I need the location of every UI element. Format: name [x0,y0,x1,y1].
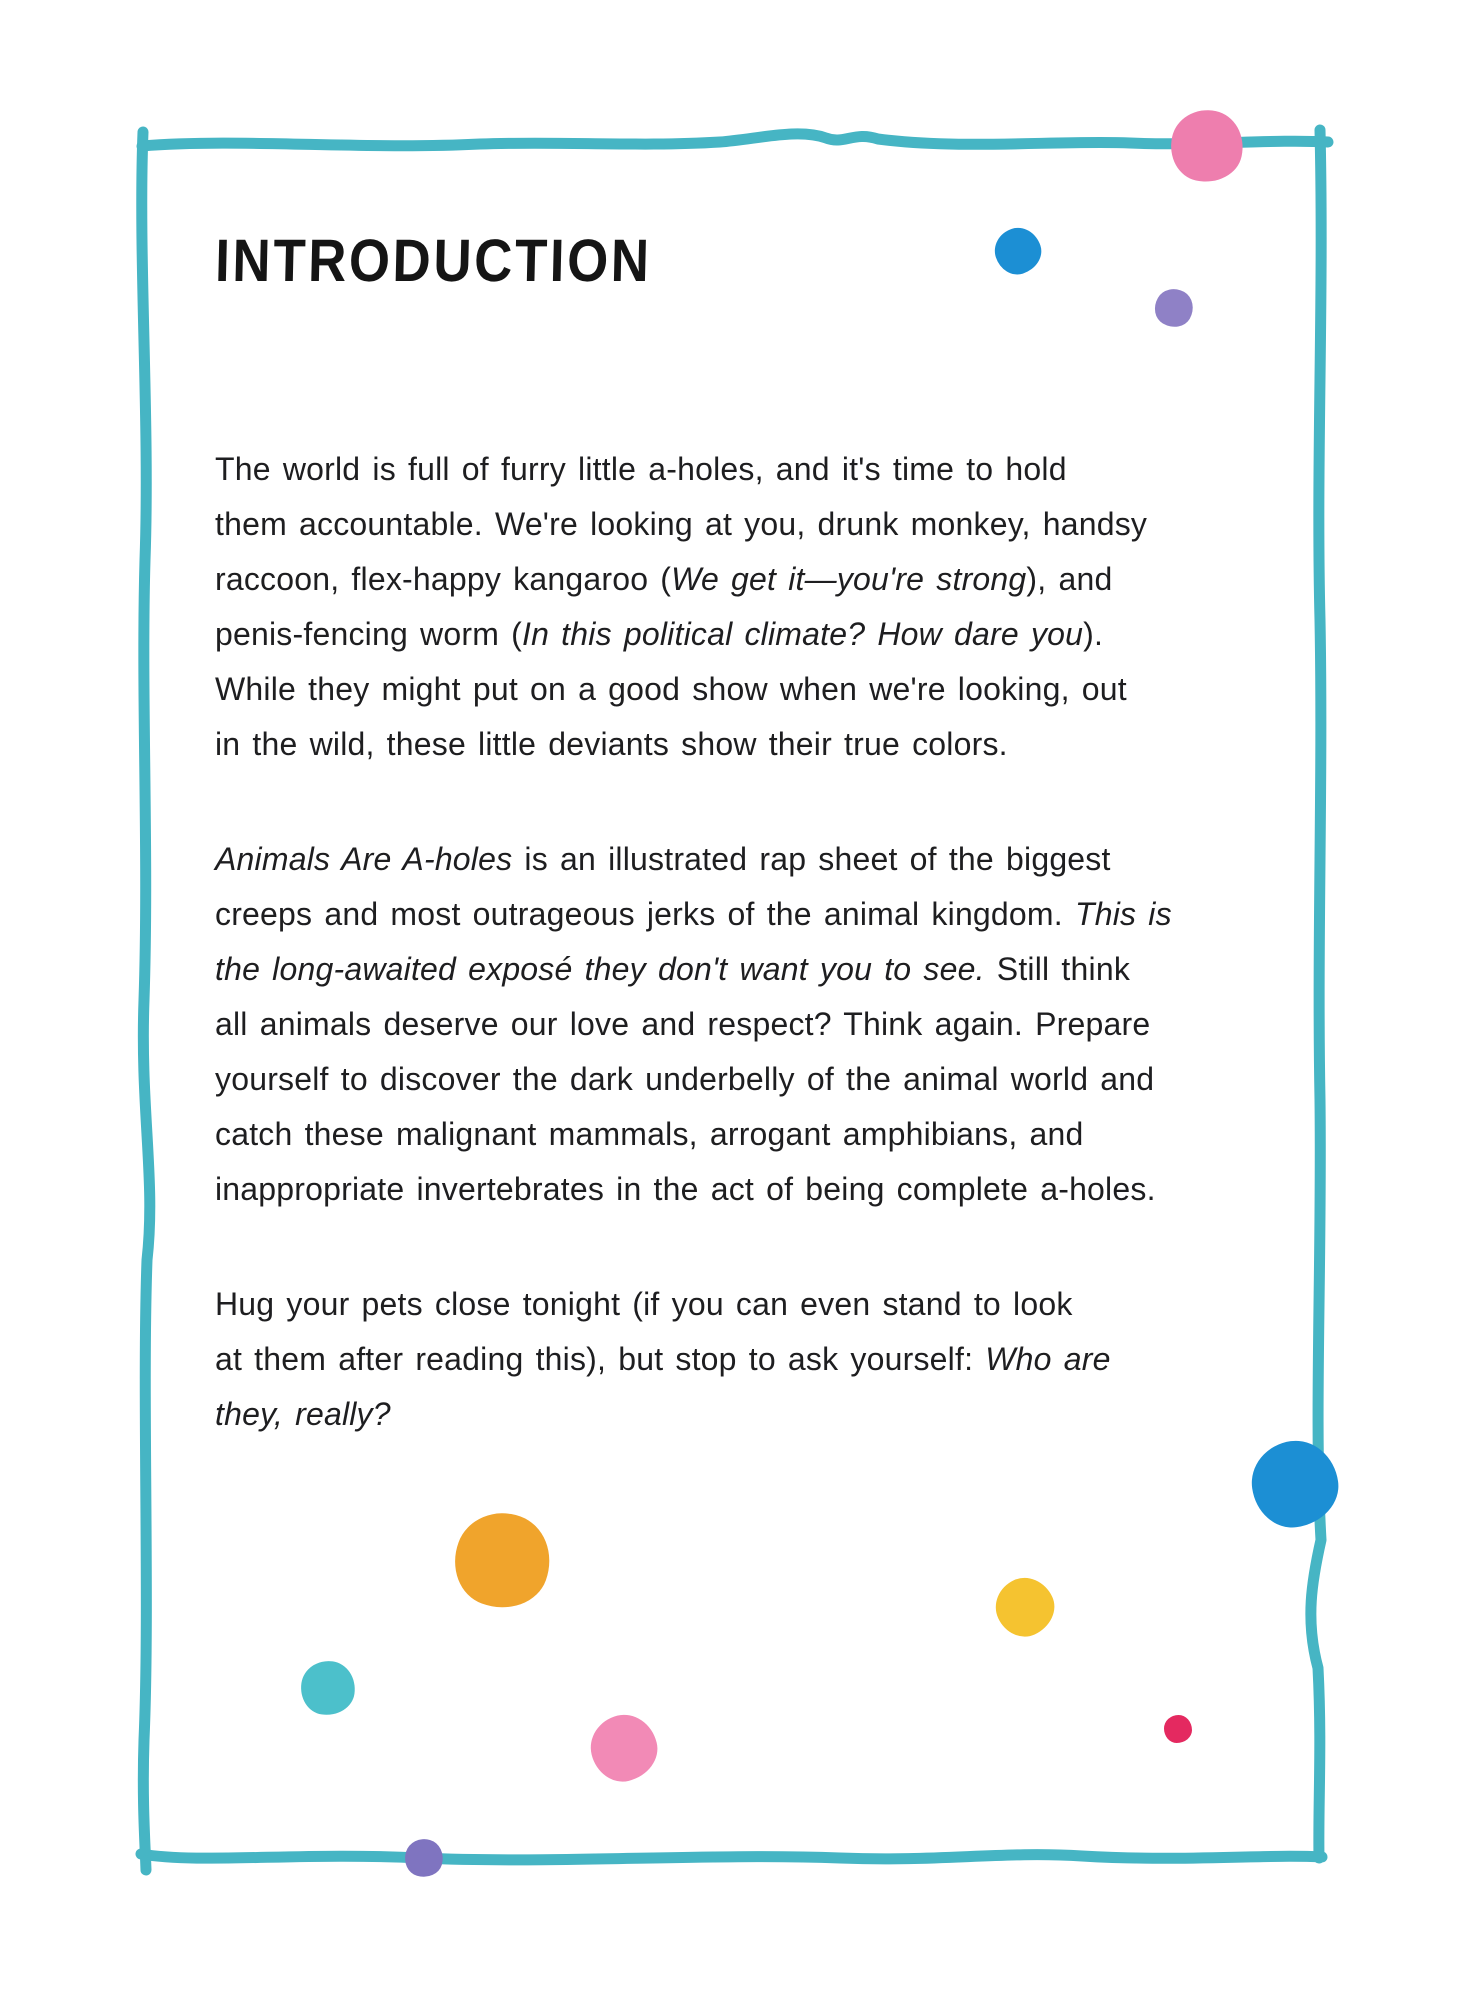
italic-text-run: In this political climate? How dare you [522,616,1084,652]
border-top-line [142,134,1328,146]
text-line [215,997,1172,1052]
text-run: catch these malignant mammals, arrogant amphibians, and [215,1116,1084,1152]
text-run: raccoon, flex-happy kangaroo ( [215,561,672,597]
text-line [215,442,1172,497]
text-run: Still think [984,951,1131,987]
text-run: Hug your pets close tonight (if you can even stand to look [215,1286,1073,1322]
text-run: creeps and most outrageous jerks of the animal kingdom. [215,896,1075,932]
text-line [215,552,1172,607]
paragraph [215,442,1172,772]
italic-text-run: This is [1074,896,1172,932]
text-line [215,832,1172,887]
border-bottom-line [141,1854,1322,1860]
text-run: is an illustrated rap sheet of the biggest [512,841,1111,877]
text-run: yourself to discover the dark underbelly of the animal world and [215,1061,1155,1097]
text-run: all animals deserve our love and respect? Think again. Prepare [215,1006,1151,1042]
text-run: The world is full of furry little a-holes, and it's time to hold [215,451,1067,487]
text-run: in the wild, these little deviants show their true colors. [215,726,1008,762]
text-run: them accountable. We're looking at you, drunk monkey, handsy [215,506,1148,542]
text-line [215,607,1172,662]
text-line [215,1162,1172,1217]
italic-text-run: Who are [985,1341,1111,1377]
text-run: inappropriate invertebrates in the act of being complete a-holes. [215,1171,1156,1207]
italic-text-run: Animals Are A-holes [215,841,513,877]
border-left-line [142,132,150,1870]
text-line [215,717,1172,772]
text-line [215,1277,1172,1332]
italic-text-run: the long-awaited exposé they don't want you to see. [215,951,985,987]
text-line [215,942,1172,997]
text-run: penis-fencing worm ( [215,616,522,652]
text-run: ), and [1026,561,1113,597]
text-run: While they might put on a good show when we're looking, out [215,671,1127,707]
text-line [215,497,1172,552]
text-line [215,1052,1172,1107]
text-line [215,1387,1172,1442]
text-run: ). [1083,616,1104,652]
text-line [215,1107,1172,1162]
text-line [215,1332,1172,1387]
text-line [215,662,1172,717]
italic-text-run: they, really? [215,1396,391,1432]
text-line [215,887,1172,942]
italic-text-run: We get it—you're strong [671,561,1027,597]
body-text [215,442,1172,1502]
paragraph [215,832,1172,1217]
border-right-line [1311,130,1321,1858]
text-run: at them after reading this), but stop to ask yourself: [215,1341,986,1377]
paragraph [215,1277,1172,1442]
chapter-title: INTRODUCTION [214,227,653,294]
